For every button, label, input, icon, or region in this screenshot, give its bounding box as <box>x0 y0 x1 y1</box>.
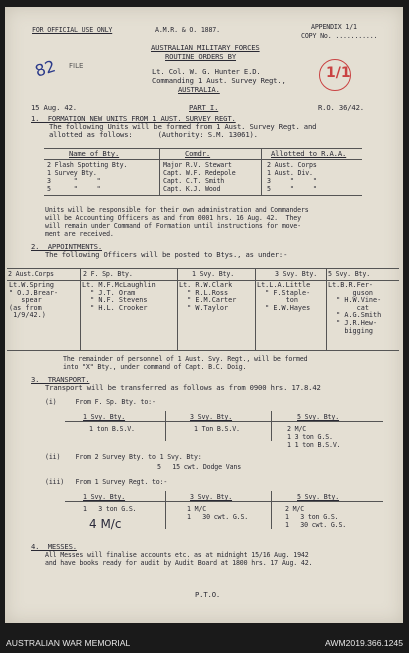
table-1-row-1-allotted: 2 Aust. Corps <box>267 161 317 169</box>
table-2-col-5 <box>327 282 382 335</box>
stamp-number: 1/1 <box>326 65 351 81</box>
transport-iii-col-1: 1 3 ton G.S. <box>83 505 137 513</box>
transport-iii-col-3-line-1: 2 M/C <box>285 505 305 513</box>
title-line-4: Commanding 1 Aust. Survey Regt., <box>152 76 286 85</box>
table-1-row-1-comdr: Major R.V. Stewart <box>163 161 232 169</box>
appointee: " E.W.Hayes <box>257 303 311 312</box>
transport-i-header-2: 3 Svy. Bty. <box>190 413 233 421</box>
transport-iii-col-2-line-1: 1 M/C <box>187 505 207 513</box>
table-2-header-2: 2 F. Sp. Bty. <box>83 270 133 278</box>
section-1-para-4: ment are received. <box>45 230 114 238</box>
classification-label: FOR OFFICIAL USE ONLY <box>32 26 113 34</box>
appointee: (as from <box>9 303 42 312</box>
table-2-col-3 <box>178 282 237 312</box>
table-1-row-3-name: 3 " " <box>47 177 101 185</box>
section-1-para-1: Units will be responsible for their own administration and Commanders <box>45 206 309 214</box>
table-1-bottom-rule <box>44 195 362 196</box>
section-1-heading: 1. FORMATION NEW UNITS FROM 1 AUST. SURVEY REGT. <box>31 114 236 123</box>
handwritten-note: 4 M/c <box>89 517 122 531</box>
page-turn-note: P.T.O. <box>195 590 221 599</box>
appointee: " A.G.Smith <box>328 311 382 320</box>
table-1-row-3-comdr: Capt. C.T. Smith <box>163 177 225 185</box>
transport-iii-divider-2 <box>271 491 272 529</box>
section-1-para-2: will be Accounting Officers as and from 0001 hrs. 16 Aug. 42. They <box>45 214 301 222</box>
table-1-row-3-allotted: 3 " " <box>267 177 317 185</box>
archive-id: AWM2019.366.1245 <box>324 638 403 648</box>
table-1-header-allotted: Allotted to R.A.A. <box>271 149 347 158</box>
title-line-2: ROUTINE ORDERS BY <box>165 52 237 61</box>
table-1-header-name: Name of Bty. <box>69 149 120 158</box>
table-2-bottom-rule <box>7 350 399 351</box>
copy-number: COPY No. ........... <box>301 32 378 40</box>
table-1-row-2-comdr: Capt. W.F. Redepole <box>163 169 236 177</box>
table-2-header-3: 1 Svy. Bty. <box>192 270 235 278</box>
appointee: cat <box>328 303 369 312</box>
transport-iii-header-3: 5 Svy. Bty. <box>297 493 340 501</box>
appointee: " E.M.Carter <box>179 296 237 305</box>
table-1-divider-1 <box>159 148 160 195</box>
appointee: Lt. R.W.Clark <box>179 281 233 289</box>
transport-iii-divider-1 <box>165 491 166 529</box>
table-1-row-2-name: 1 Survey Bty. <box>47 169 97 177</box>
appointee: " F.Staple- <box>257 288 311 297</box>
table-1-row-4-comdr: Capt. K.J. Wood <box>163 185 221 193</box>
appointee: Lt.W.Spring <box>9 281 55 289</box>
section-4-para-2: and have books ready for audit by Audit Board at 1800 hrs. 17 Aug. 42. <box>45 559 313 567</box>
section-1-para-3: will remain under Command of Formation until instructions for move- <box>45 222 301 230</box>
transport-i-col-1: 1 ton B.S.V. <box>89 425 135 433</box>
appointee: ton <box>257 296 298 305</box>
transport-iii-col-3-line-2: 1 3 ton G.S. <box>285 513 339 521</box>
appointee: spear <box>9 296 42 305</box>
section-2-intro: The following Officers will be posted to Btys., as under:- <box>45 250 288 259</box>
title-line-1: AUSTRALIAN MILITARY FORCES <box>151 43 260 52</box>
transport-iii-header-1: 1 Svy. Bty. <box>83 493 126 501</box>
transport-i-label: (i) From F. Sp. Bty. to:- <box>45 398 156 406</box>
table-1-header-rule <box>44 159 362 160</box>
section-1-intro-2: allotted as follows: (Authority: S.M. 13061). <box>49 130 258 139</box>
table-2-col-4 <box>256 282 311 312</box>
appointee: " H.W.Vine- <box>328 296 382 305</box>
archive-name: AUSTRALIAN WAR MEMORIAL <box>6 638 131 648</box>
appointee: 1/9/42.) <box>9 311 46 320</box>
transport-i-col-3-line-2: 1 3 ton G.S. <box>287 433 333 441</box>
appointee: Lt.L.A.Little <box>257 281 311 289</box>
file-mark: FILE <box>69 62 84 70</box>
transport-i-header-1: 1 Svy. Bty. <box>83 413 126 421</box>
appointee: Lt.B.R.Fer- <box>328 281 374 289</box>
table-1-row-1-name: 2 Flash Spotting Bty. <box>47 161 128 169</box>
transport-iii-rule <box>65 501 383 502</box>
transport-i-col-2: 1 Ton B.S.V. <box>194 425 240 433</box>
section-1-intro-1: The following Units will be formed from 1 Aust. Survey Regt. and <box>49 122 317 131</box>
transport-iii-col-3-line-3: 1 30 cwt. G.S. <box>285 521 347 529</box>
appointee: " O.J.Brear- <box>9 288 59 297</box>
form-reference: A.M.R. & O. 1887. <box>155 26 220 34</box>
table-1-header-comdr: Comdr. <box>185 149 211 158</box>
part-label: PART I. <box>189 103 219 112</box>
appointee: guson <box>328 288 374 297</box>
section-3-heading: 3. TRANSPORT. <box>31 375 90 384</box>
order-date: 15 Aug. 42. <box>31 103 77 112</box>
section-2-heading: 2. APPOINTMENTS. <box>31 242 103 251</box>
section-4-heading: 4. MESSES. <box>31 542 77 551</box>
table-2-header-1: 2 Aust.Corps <box>8 270 54 278</box>
appointee: Lt. M.F.McLaughlin <box>82 281 156 289</box>
transport-i-col-3-line-3: 1 1 ton B.S.V. <box>287 441 341 449</box>
appointee: " J.R.Hew- <box>328 318 378 327</box>
appointee: " H.L. Crooker <box>82 303 148 312</box>
appointee: " J.T. Oram <box>82 288 136 297</box>
table-2-top-rule <box>7 268 399 269</box>
section-2-para-2: into "X" Bty., under command of Capt. B.C. Doig. <box>63 363 247 371</box>
archive-footer <box>0 623 409 653</box>
transport-i-rule <box>65 421 383 422</box>
ro-number: R.O. 36/42. <box>318 103 364 112</box>
table-2-header-4: 3 Svy. Bty. <box>275 270 318 278</box>
transport-iii-label: (iii) From 1 Survey Regt. to:- <box>45 478 168 486</box>
table-1-divider-2 <box>261 148 262 195</box>
section-4-para-1: All Messes will finalise accounts etc. as at midnight 15/16 Aug. 1942 <box>45 551 309 559</box>
appointee: " N.F. Stevens <box>82 296 148 305</box>
transport-ii-label: (ii) From 2 Survey Bty. to 1 Svy. Bty: <box>45 453 202 461</box>
transport-i-divider-2 <box>271 411 272 441</box>
appointee: bigging <box>328 326 374 335</box>
section-3-intro: Transport will be transferred as follows as from 0900 hrs. 17.8.42 <box>45 383 321 392</box>
table-2-col-1 <box>8 282 59 320</box>
table-2-col-2 <box>81 282 157 312</box>
transport-iii-col-2-line-2: 1 30 cwt. G.S. <box>187 513 249 521</box>
appointee: " R.L.Ross <box>179 288 229 297</box>
appointee: " W.Taylor <box>179 303 229 312</box>
table-1-row-2-allotted: 1 Aust. Div. <box>267 169 313 177</box>
transport-ii-detail: 5 15 cwt. Dodge Vans <box>157 463 242 471</box>
transport-i-header-3: 5 Svy. Bty. <box>297 413 340 421</box>
table-1-row-4-allotted: 5 " " <box>267 185 317 193</box>
handwritten-reference: 82 <box>32 56 58 81</box>
transport-i-divider-1 <box>165 411 166 441</box>
document-page <box>5 7 403 623</box>
section-2-para-1: The remainder of personnel of 1 Aust. Svy. Regt., will be formed <box>63 355 308 363</box>
table-2-header-5: 5 Svy. Bty. <box>328 270 371 278</box>
transport-iii-header-2: 3 Svy. Bty. <box>190 493 233 501</box>
table-1-row-4-name: 5 " " <box>47 185 101 193</box>
appendix-label: APPENDIX 1/1 <box>311 23 357 31</box>
title-line-5: AUSTRALIA. <box>178 85 220 94</box>
transport-i-col-3-line-1: 2 M/C <box>287 425 307 433</box>
title-line-3: Lt. Col. W. G. Hunter E.D. <box>152 67 261 76</box>
